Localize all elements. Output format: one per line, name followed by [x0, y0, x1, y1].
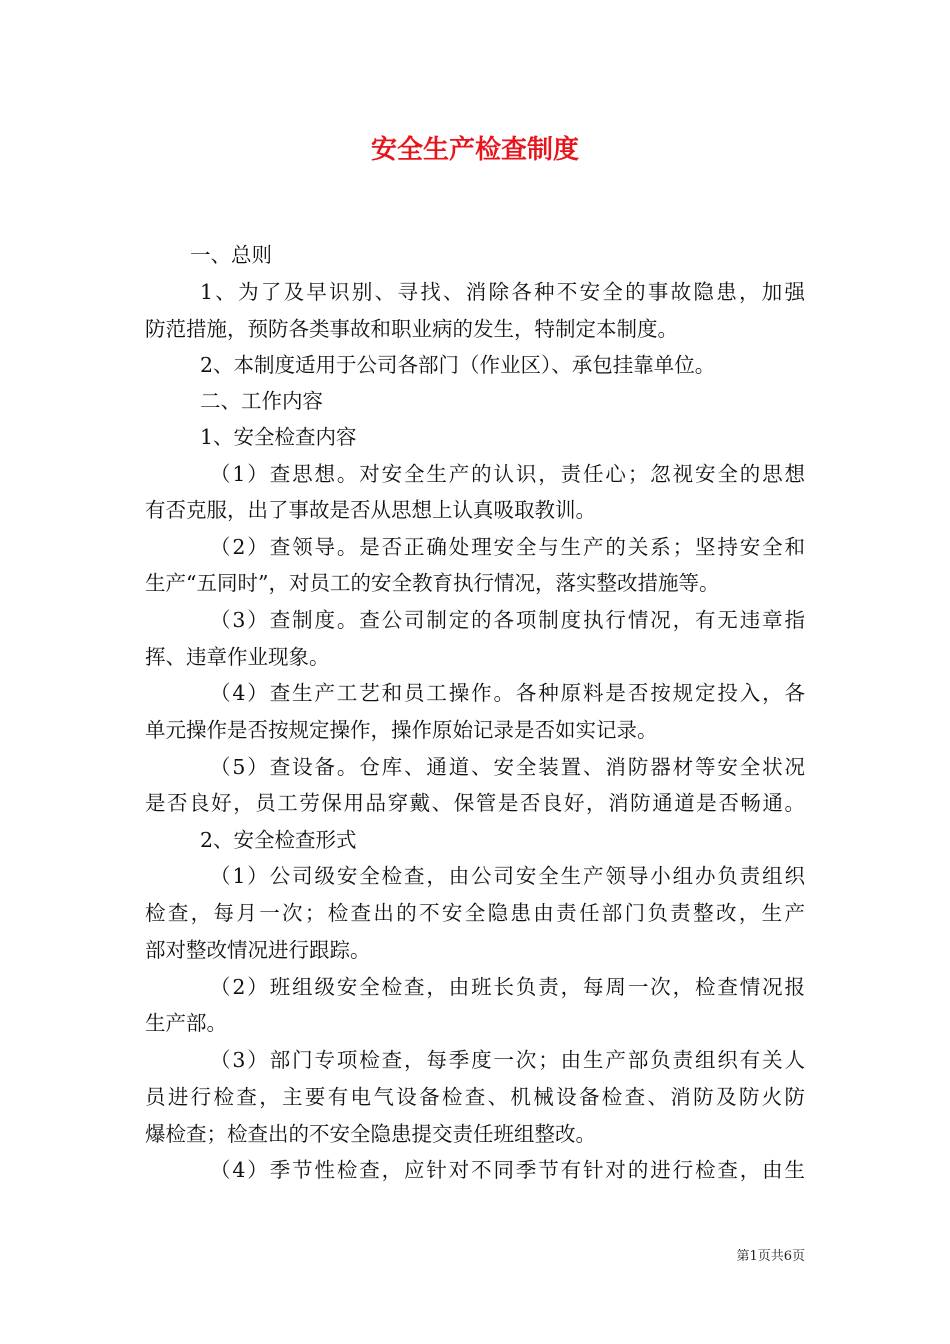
paragraph-line: （3）部门专项检查，每季度一次；由生产部负责组织有关人 [210, 1048, 805, 1072]
paragraph-line: （2）班组级安全检查，由班长负责，每周一次，检查情况报 [210, 975, 805, 999]
paragraph-line: （2）查领导。是否正确处理安全与生产的关系；坚持安全和 [210, 535, 805, 559]
paragraph-line: 二、工作内容 [200, 389, 323, 413]
paragraph-line: 1、为了及早识别、寻找、消除各种不安全的事故隐患，加强 [200, 280, 805, 304]
paragraph-line: 有否克服，出了事故是否从思想上认真吸取教训。 [145, 498, 596, 522]
paragraph-line: （1）查思想。对安全生产的认识，责任心；忽视安全的思想 [210, 462, 805, 486]
paragraph-line: 检查，每月一次；检查出的不安全隐患由责任部门负责整改，生产 [145, 901, 805, 925]
page-number: 第1页共6页 [736, 1249, 805, 1264]
paragraph-line: 生产“五同时”，对员工的安全教育执行情况，落实整改措施等。 [145, 571, 720, 595]
paragraph-line: （4）季节性检查，应针对不同季节有针对的进行检查，由生 [210, 1158, 805, 1182]
paragraph-line: 单元操作是否按规定操作，操作原始记录是否如实记录。 [145, 718, 658, 742]
paragraph-line: （4）查生产工艺和员工操作。各种原料是否按规定投入，各 [210, 681, 805, 705]
paragraph-line: （5）查设备。仓库、通道、安全装置、消防器材等安全状况 [210, 755, 805, 779]
paragraph-line: 部对整改情况进行跟踪。 [145, 938, 371, 962]
paragraph-line: 2、本制度适用于公司各部门（作业区）、承包挂靠单位。 [200, 353, 716, 377]
document-title: 安全生产检查制度 [370, 135, 579, 165]
paragraph-line: 爆检查；检查出的不安全隐患提交责任班组整改。 [145, 1122, 596, 1146]
paragraph-line: 防范措施，预防各类事故和职业病的发生，特制定本制度。 [145, 317, 678, 341]
paragraph-line: 员进行检查，主要有电气设备检查、机械设备检查、消防及防火防 [145, 1085, 805, 1109]
paragraph-line: 一、总则 [190, 243, 272, 267]
paragraph-line: 1、安全检查内容 [200, 425, 357, 449]
paragraph-line: 挥、违章作业现象。 [145, 645, 330, 669]
paragraph-line: （3）查制度。查公司制定的各项制度执行情况，有无违章指 [210, 608, 805, 632]
paragraph-line: 是否良好，员工劳保用品穿戴、保管是否良好，消防通道是否畅通。 [145, 791, 805, 815]
paragraph-line: （1）公司级安全检查，由公司安全生产领导小组办负责组织 [210, 864, 805, 888]
paragraph-line: 生产部。 [145, 1011, 227, 1035]
paragraph-line: 2、安全检查形式 [200, 828, 357, 852]
